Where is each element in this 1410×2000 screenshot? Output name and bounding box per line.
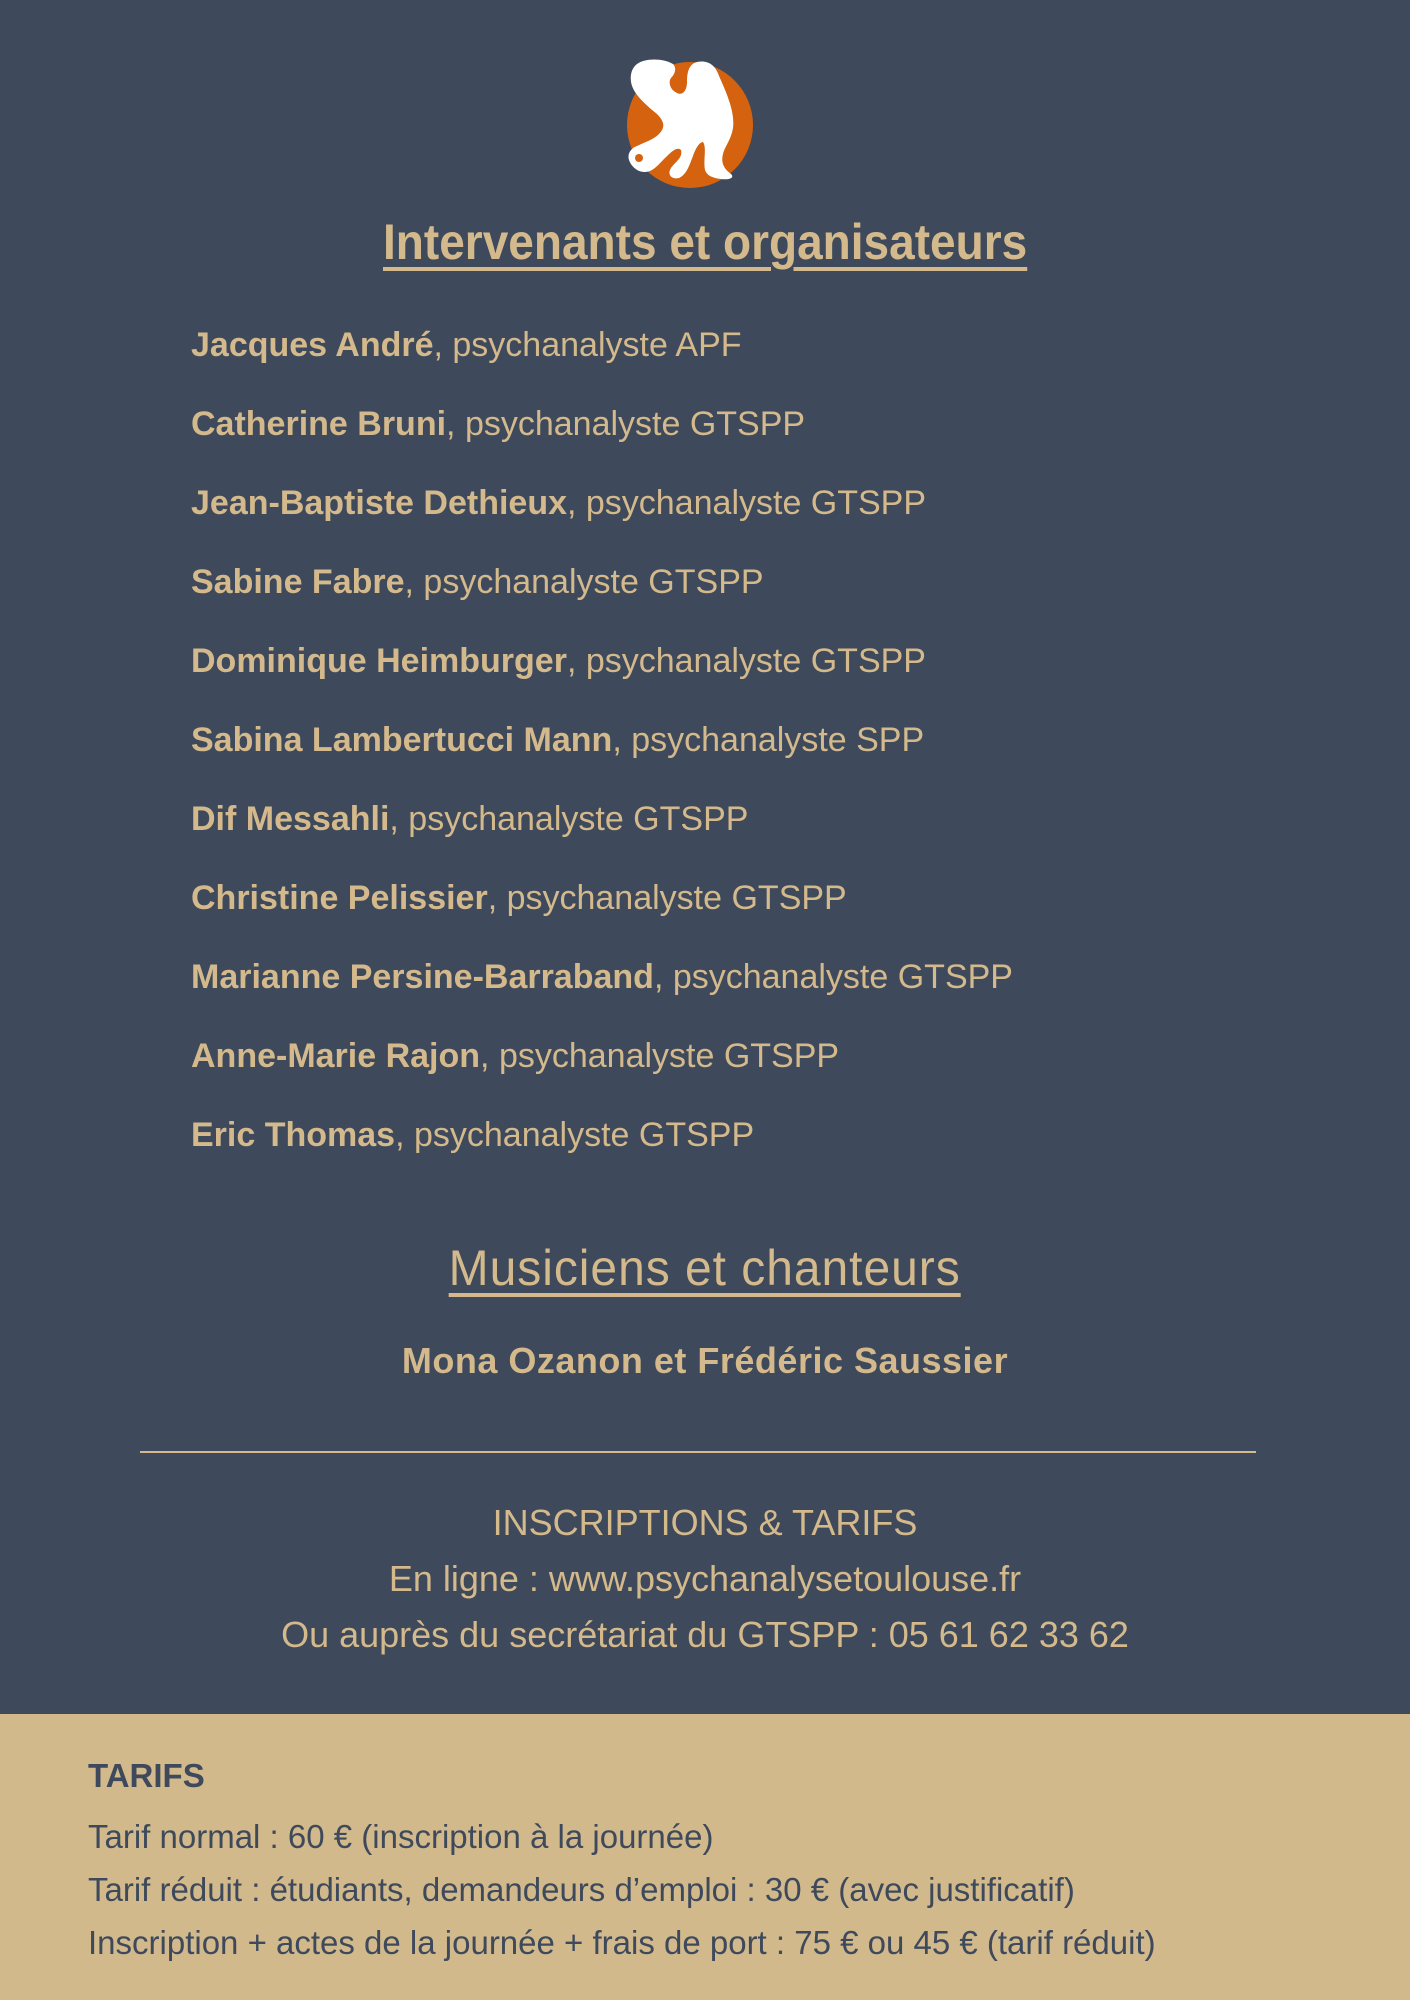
speaker-role: , psychanalyste GTSPP xyxy=(487,879,847,917)
list-item xyxy=(191,401,1013,480)
tarifs-list xyxy=(88,1810,1156,1969)
speaker-role: , psychanalyste GTSPP xyxy=(653,958,1013,996)
list-item xyxy=(191,1112,1013,1191)
speaker-role: , psychanalyste GTSPP xyxy=(446,405,806,443)
list-item xyxy=(191,480,1013,559)
list-item xyxy=(191,717,1013,796)
divider xyxy=(140,1451,1256,1453)
tarif-inscription-actes: Inscription + actes de la journée + frais de port : 75 € ou 45 € (tarif réduit) xyxy=(88,1924,1156,1961)
speaker-name: Anne-Marie Rajon xyxy=(191,1037,481,1075)
list-item xyxy=(191,1033,1013,1112)
musicians-section-title: Musiciens et chanteurs xyxy=(448,1240,962,1296)
speaker-name: Dominique Heimburger xyxy=(191,642,567,680)
speaker-role: , psychanalyste GTSPP xyxy=(566,642,926,680)
speaker-name: Dif Messahli xyxy=(191,800,390,838)
crouching-figure-logo-icon xyxy=(615,50,760,195)
speaker-role: , psychanalyste GTSPP xyxy=(389,800,749,838)
speaker-name: Jacques André xyxy=(191,326,434,364)
inscriptions-block xyxy=(0,1495,1410,1663)
list-item xyxy=(191,875,1013,954)
tarif-normal: Tarif normal : 60 € (inscription à la journée) xyxy=(88,1818,714,1855)
speaker-name: Jean-Baptiste Dethieux xyxy=(191,484,567,522)
tarifs-title: TARIFS xyxy=(88,1757,205,1794)
speaker-name: Marianne Persine-Barraband xyxy=(191,958,654,996)
speaker-role: , psychanalyste GTSPP xyxy=(404,563,764,601)
speaker-role: , psychanalyste GTSPP xyxy=(567,484,927,522)
list-item xyxy=(191,559,1013,638)
list-item xyxy=(191,322,1013,401)
speaker-role: , psychanalyste GTSPP xyxy=(480,1037,840,1075)
list-item xyxy=(191,638,1013,717)
tarif-reduit: Tarif réduit : étudiants, demandeurs d’emploi : 30 € (avec justificatif) xyxy=(88,1871,1075,1908)
list-item xyxy=(191,796,1013,875)
speaker-name: Sabine Fabre xyxy=(191,563,405,601)
speakers-section-title: Intervenants et organisateurs xyxy=(382,214,1028,270)
list-item xyxy=(191,954,1013,1033)
speaker-role: , psychanalyste SPP xyxy=(612,721,925,759)
speaker-name: Eric Thomas xyxy=(191,1116,396,1154)
speaker-role: , psychanalyste APF xyxy=(433,326,742,364)
musicians-names: Mona Ozanon et Frédéric Saussier xyxy=(401,1340,1009,1381)
speaker-name: Christine Pelissier xyxy=(191,879,488,917)
inscriptions-heading: INSCRIPTIONS & TARIFS xyxy=(492,1502,918,1543)
inscriptions-phone: Ou auprès du secrétariat du GTSPP : 05 61 62 33 62 xyxy=(281,1614,1129,1655)
speaker-role: , psychanalyste GTSPP xyxy=(395,1116,755,1154)
speaker-name: Sabina Lambertucci Mann xyxy=(191,721,613,759)
tarifs-band xyxy=(0,1714,1410,2000)
speakers-list xyxy=(191,322,1013,1191)
inscriptions-online-link[interactable]: En ligne : www.psychanalysetoulouse.fr xyxy=(388,1558,1022,1599)
speaker-name: Catherine Bruni xyxy=(191,405,447,443)
